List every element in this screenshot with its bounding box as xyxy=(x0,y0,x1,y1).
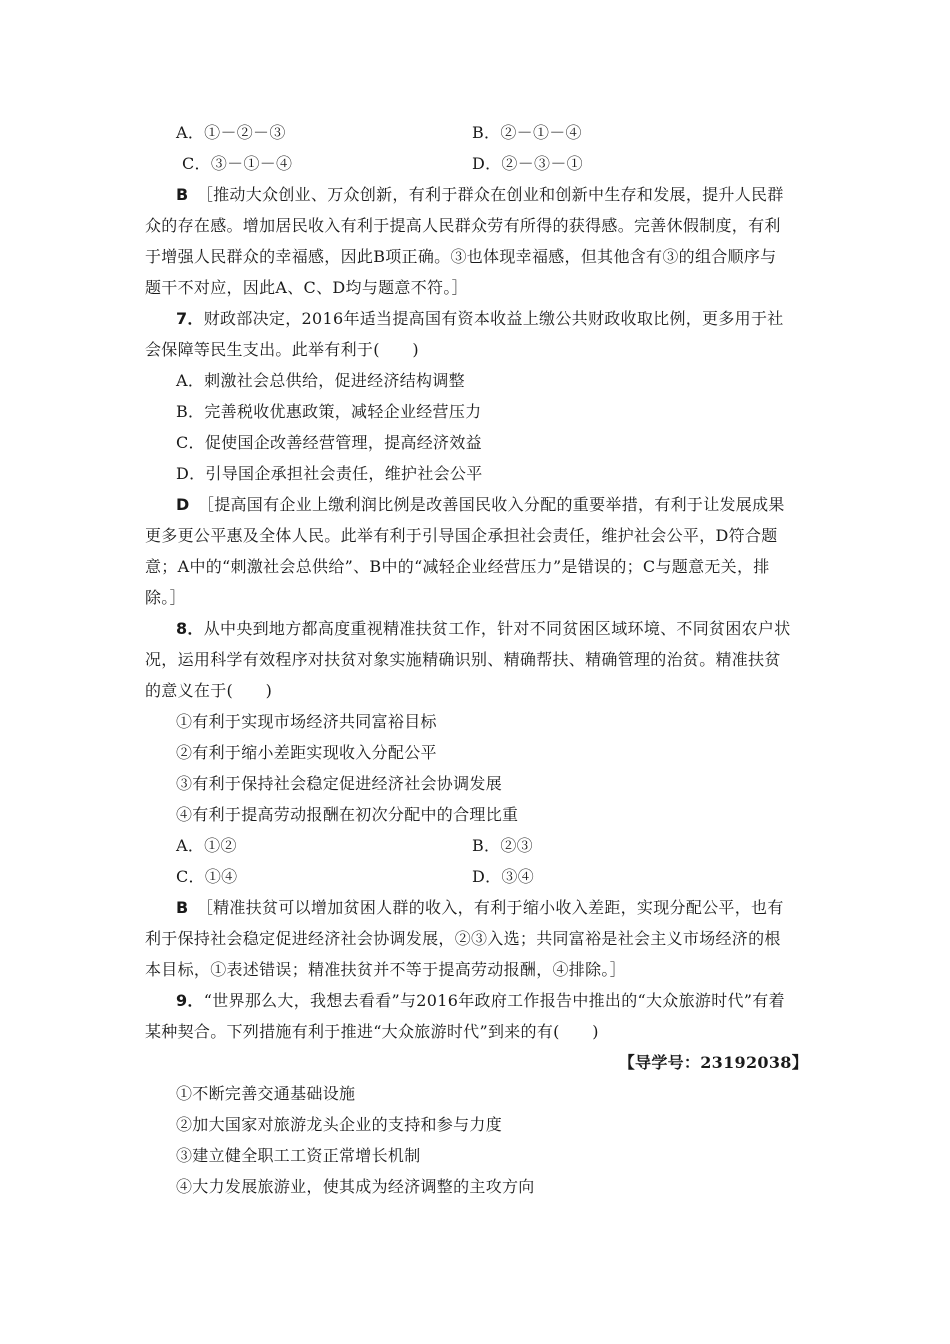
q6-option-b: B．②－①－④ xyxy=(472,123,582,142)
q7-stem-line-1: 7．财政部决定，2016年适当提高国有资本收益上缴公共财政收取比例，更多用于社 xyxy=(176,309,784,328)
q9-number: 9． xyxy=(176,991,204,1010)
q7-option-d: D．引导国企承担社会责任，维护社会公平 xyxy=(176,464,483,483)
q9-stem-line-1: 9．“世界那么大，我想去看看”与2016年政府工作报告中推出的“大众旅游时代”有着 xyxy=(176,991,785,1010)
q6-explanation-line-1: B ［推动大众创业、万众创新，有利于群众在创业和创新中生存和发展，提升人民群 xyxy=(176,185,784,204)
q8-explanation-line-2: 利于保持社会稳定促进经济社会协调发展，②③入选；共同富裕是社会主义市场经济的根 xyxy=(145,929,781,948)
q7-number: 7． xyxy=(176,309,204,328)
q7-option-c: C．促使国企改善经营管理，提高经济效益 xyxy=(176,433,482,452)
q8-item-1: ①有利于实现市场经济共同富裕目标 xyxy=(176,712,437,731)
q9-item-2: ②加大国家对旅游龙头企业的支持和参与力度 xyxy=(176,1115,503,1134)
q6-option-d: D．②－③－① xyxy=(472,154,583,173)
q9-item-3: ③建立健全职工工资正常增长机制 xyxy=(176,1146,421,1165)
q8-item-2: ②有利于缩小差距实现收入分配公平 xyxy=(176,743,437,762)
q7-stem-line-2: 会保障等民生支出。此举有利于( ) xyxy=(145,340,419,359)
q8-option-c: C．①④ xyxy=(176,867,238,886)
q8-item-3: ③有利于保持社会稳定促进经济社会协调发展 xyxy=(176,774,503,793)
q7-explanation-line-2: 更多更公平惠及全体人民。此举有利于引导国企承担社会责任，维护社会公平，D符合题 xyxy=(145,526,778,545)
q7-answer: D xyxy=(176,495,190,514)
q8-option-b: B．②③ xyxy=(472,836,533,855)
q8-item-4: ④有利于提高劳动报酬在初次分配中的合理比重 xyxy=(176,805,519,824)
q8-stem-line-2: 况，运用科学有效程序对扶贫对象实施精确识别、精确帮扶、精确管理的治贫。精准扶贫 xyxy=(145,650,781,669)
q8-stem-line-1: 8．从中央到地方都高度重视精准扶贫工作，针对不同贫困区域环境、不同贫困农户状 xyxy=(176,619,791,638)
q6-option-c: C．③－①－④ xyxy=(182,154,293,173)
q7-explanation-line-1: D ［提高国有企业上缴利润比例是改善国民收入分配的重要举措，有利于让发展成果 xyxy=(176,495,785,514)
q7-explanation-line-3: 意；A中的“刺激社会总供给”、B中的“减轻企业经营压力”是错误的；C与题意无关，排 xyxy=(145,557,770,576)
q8-option-a: A．①② xyxy=(176,836,237,855)
q7-explanation-line-4: 除。］ xyxy=(145,588,186,607)
q9-stem-line-2: 某种契合。下列措施有利于推进“大众旅游时代”到来的有( ) xyxy=(145,1022,599,1041)
q8-explanation-line-3: 本目标，①表述错误；精准扶贫并不等于提高劳动报酬，④排除。］ xyxy=(145,960,627,979)
q9-item-1: ①不断完善交通基础设施 xyxy=(176,1084,356,1103)
q6-explanation-line-3: 于增强人民群众的幸福感，因此B项正确。③也体现幸福感，但其他含有③的组合顺序与 xyxy=(145,247,777,266)
q6-option-a: A．①－②－③ xyxy=(176,123,286,142)
q8-number: 8． xyxy=(176,619,204,638)
q6-answer: B xyxy=(176,185,189,204)
q7-option-a: A．刺激社会总供给，促进经济结构调整 xyxy=(176,371,465,390)
q6-explanation-line-4: 题干不对应，因此A、C、D均与题意不符。］ xyxy=(145,278,468,297)
q7-option-b: B．完善税收优惠政策，减轻企业经营压力 xyxy=(176,402,482,421)
q8-explanation-line-1: B ［精准扶贫可以增加贫困人群的收入，有利于缩小收入差距，实现分配公平，也有 xyxy=(176,898,784,917)
guide-number: 【导学号：23192038】 xyxy=(618,1053,808,1072)
q8-option-d: D．③④ xyxy=(472,867,535,886)
q9-item-4: ④大力发展旅游业，使其成为经济调整的主攻方向 xyxy=(176,1177,535,1196)
q8-answer: B xyxy=(176,898,189,917)
q8-stem-line-3: 的意义在于( ) xyxy=(145,681,273,700)
q6-explanation-line-2: 众的存在感。增加居民收入有利于提高人民群众劳有所得的获得感。完善休假制度，有利 xyxy=(145,216,781,235)
